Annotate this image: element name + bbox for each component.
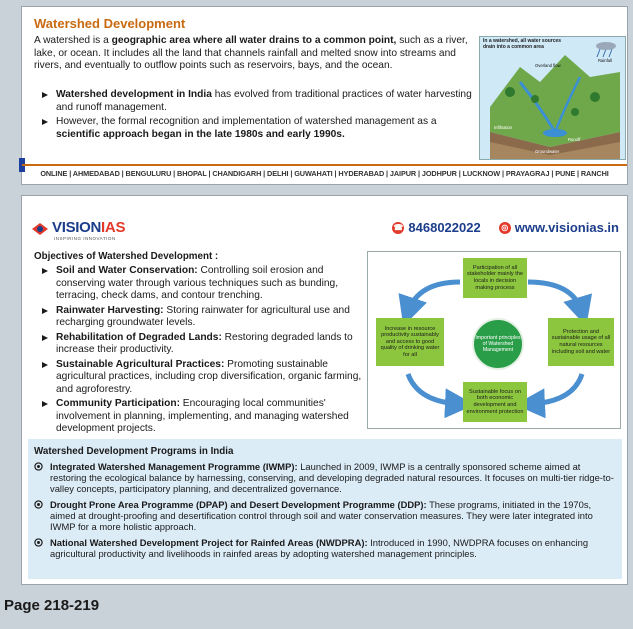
objective-item [34,265,362,303]
slide1-bullets [34,87,472,141]
bullet-text: However, the formal recognition and implementation of watershed management as a [56,116,437,127]
programs-heading: Watershed Development Programs in India [34,446,234,457]
principle-center: Important principles of Watershed Management [472,318,524,370]
center-locations-footer: ONLINE | AHMEDABAD | BENGULURU | BHOPAL | CHANDIGARH | DELHI | GUWAHATI | HYDERABAD | JAIPUR | JODHPUR | LUCKNOW | PRAYAGRAJ | PUNE | RANCHI [22,164,627,184]
slide-objectives [21,195,628,585]
logo-text-b: IAS [101,219,126,236]
globe-icon: ◎ [499,222,511,234]
logo-text [52,219,125,236]
target-bullet-icon [34,462,43,471]
logo-tagline: INSPIRING INNOVATION [54,236,116,241]
image-label: Rainfall [598,58,612,63]
intro-text: A watershed is a [34,35,112,46]
slide-watershed-development [21,6,628,185]
target-bullet-icon [34,538,43,547]
slide-title: Watershed Development [34,16,186,31]
programs-panel [28,439,622,579]
objective-text: Encouraging local communities' involvement in planning, implementing, and managing watershed development projects. [56,398,349,434]
watershed-landscape-image [480,37,625,159]
intro-bold: geographic area where all water drains to a common point, [111,35,397,46]
bullet-item [34,89,472,114]
program-text: These programs, initiated in the 1970s, aimed at drought-proofing and desertification control through soil and water conservation measures. They were later integrated into IWMP for a more holistic approach. [50,499,593,533]
objectives-list [34,263,362,436]
image-label: Runoff [568,137,581,142]
watershed-illustration [479,36,626,160]
program-item [34,499,616,533]
principles-diagram [367,251,621,429]
objective-item [34,359,362,397]
objective-bold: Rehabilitation of Degraded Lands: [56,331,222,343]
visionias-logo [30,219,150,247]
program-title: Drought Prone Area Programme (DPAP) and Desert Development Programme (DDP): [50,499,427,510]
intro-text-rest: such as a river, lake, or ocean. It includes all the land that channels rainfall and melted snow into streams and rivers, and eventually to outflow points such as reservoirs, bays, and the ocean. [34,35,468,71]
objective-text: Restoring degraded lands to increase their productivity. [56,331,353,355]
objective-bold: Community Participation: [56,398,180,409]
objective-bold: Rainwater Harvesting: [56,304,164,316]
image-label: Groundwater [535,149,560,154]
image-label: Infiltration [494,125,513,130]
phone-number[interactable]: 8468022022 [408,220,481,235]
objective-text: Storing rainwater for agricultural use and recharging groundwater levels. [56,304,350,328]
objective-item [34,398,362,436]
bullet-bold: Watershed development in India [56,89,212,100]
principle-left: Increase in resource productivity sustainably and access to good quality of drinking water for all [376,318,444,366]
logo-eye-icon [30,220,50,238]
target-bullet-icon [34,500,43,509]
intro-paragraph [34,35,472,73]
website-link[interactable]: www.visionias.in [514,220,619,235]
program-title: National Watershed Development Project for Rainfed Areas (NWDPRA): [50,537,368,548]
program-item [34,537,616,559]
objective-text: Controlling soil erosion and conserving water through various techniques such as bunding, terracing, check dams, and contour trenching. [56,265,339,301]
objectives-heading: Objectives of Watershed Development : [34,251,219,262]
program-item [34,461,616,495]
principle-top: Participation of all stakeholder mainly the locals in decision making process [463,258,527,298]
principle-bottom: Sustainable focus on both economic development and environment protection [463,382,527,422]
objective-bold: Sustainable Agricultural Practices: [56,358,225,370]
objective-item [34,332,362,357]
program-text: Launched in 2009, IWMP is a centrally sponsored scheme aimed at restoring the ecological balance by harnessing, conserving, and developing degraded natural resources. It focuses on multi-tier ridge-to-valley concepts, participatory planning, and decentralized governance. [50,461,614,495]
logo-text-a: VISION [52,219,102,236]
program-text: Introduced in 1990, NWDPRA focuses on enhancing agricultural productivity and livelihoods in rainfed areas by adopting watershed management principles. [50,537,589,560]
objective-bold: Soil and Water Conservation: [56,265,198,276]
phone-icon: ☎ [393,222,404,232]
page-number-label: Page 218-219 [4,597,100,614]
bullet-item [34,116,472,141]
principle-right: Protection and sustainable usage of all natural resources including soil and water [548,318,614,366]
objective-item [34,305,362,330]
image-caption: In a watershed, all water sources drain into a common area [483,38,562,50]
bullet-text: has evolved from traditional practices of water harvesting and runoff management. [56,89,472,113]
image-label: Overland flow [535,63,561,68]
contact-info [392,220,619,235]
bullet-bold: scientific approach began in the late 1980s and early 1990s. [56,128,345,140]
program-title: Integrated Watershed Management Programme (IWMP): [50,461,298,472]
objective-text: Promoting sustainable agricultural practices, including crop diversification, organic farming, and agroforestry. [56,358,362,395]
